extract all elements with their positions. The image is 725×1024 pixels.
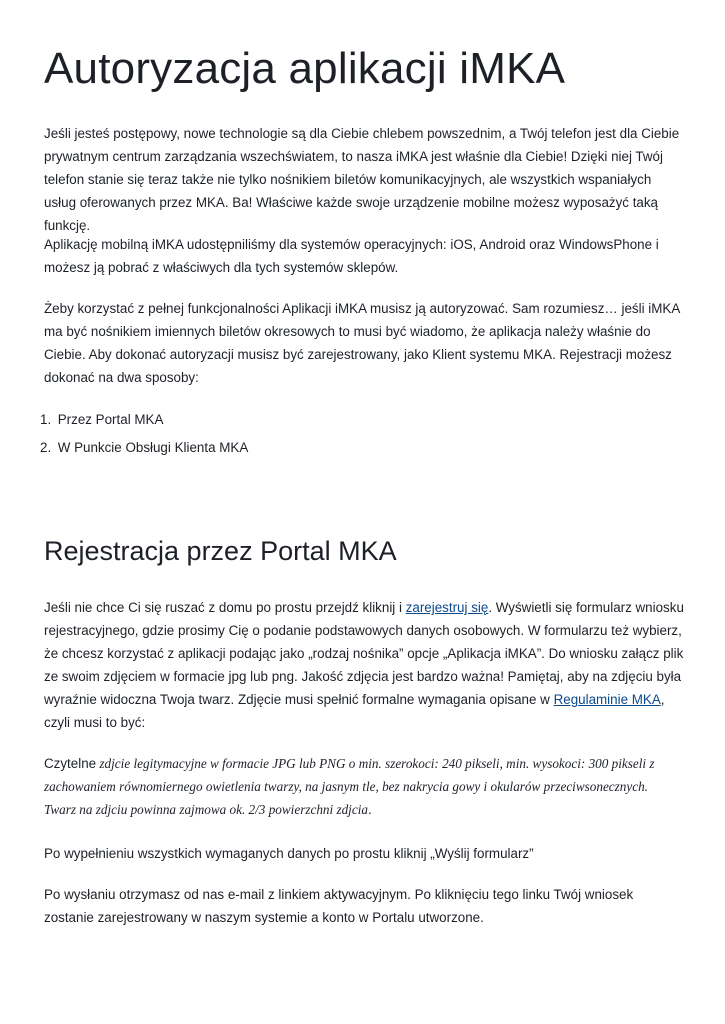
intro-paragraph-1: Jeśli jesteś postępowy, nowe technologie są dla Ciebie chlebem powszednim, a Twój telefon jest dla Ciebie prywatnym centrum zarządzania wszechświatem, to nasza iMKA jest właśnie dla Ciebie! Dzięki niej Twój telefon stanie się teraz także nie tylko nośnikiem biletów komunikacyjnych, ale wszystkich wspaniałych usług oferowanych przez MKA. Ba! Właściwe każde swoje urządzenie mobilne możesz wyposażyć taką funkcję. — [44, 126, 680, 233]
section-paragraph-1 — [44, 596, 684, 734]
text-segment: Jeśli nie chce Ci się ruszać z domu po prostu przejdź kliknij i — [44, 600, 406, 615]
list-item-number: 1. — [40, 412, 52, 427]
text-segment: , czyli musi to być: — [44, 692, 665, 730]
text-segment: . Wyświetli się formularz wniosku rejestracyjnego, gdzie prosimy Cię o podanie podstawowych danych osobowych. W formularzu też wybierz, że chcesz korzystać z aplikacji podając jako „rodzaj nośnika” opcje „Aplikacja iMKA”. Do wniosku załącz plik ze swoim zdjęciem w formacie jpg lub png. Jakość zdjęcia jest bardzo ważna! Pamiętaj, aby na zdjęciu była wyraźnie widoczna Twoja twarz. Zdjęcie musi spełnić formalne wymagania opisane w — [44, 600, 684, 707]
requirements-text: zdjcie legitymacyjne w formacie JPG lub PNG o min. szerokoci: 240 pikseli, min. wysokoci: 300 pikseli z zachowaniem równomiernego owietlenia twarzy, na jasnym tle, bez nakrycia gowy i okularów przeciwsonecznych. Twarz na zdjciu powinna zajmowa ok. 2/3 powierzchni zdjcia — [44, 756, 655, 817]
list-item — [40, 436, 248, 464]
list-item-label: W Punkcie Obsługi Klienta MKA — [57, 440, 249, 455]
register-link[interactable]: zarejestruj się — [405, 600, 489, 615]
section-paragraph-4: Po wysłaniu otrzymasz od nas e-mail z linkiem aktywacyjnym. Po kliknięciu tego linku Twój wniosek zostanie zarejestrowany w naszym systemie a konto w Portalu utworzone. — [44, 887, 634, 925]
intro-paragraph-3: Żeby korzystać z pełnej funkcjonalności Aplikacji iMKA musisz ją autoryzować. Sam rozumiesz… jeśli iMKA ma być nośnikiem imiennych biletów okresowych to musi być wiadomo, że aplikacja należy właśnie do Ciebie. Aby dokonać autoryzacji musisz być zarejestrowany, jako Klient systemu MKA. Rejestracji możesz dokonać na dwa sposoby: — [44, 301, 680, 385]
requirements-end: . — [367, 802, 372, 817]
section-heading: Rejestracja przez Portal MKA — [44, 536, 397, 566]
registration-methods-list — [40, 408, 248, 464]
regulations-link[interactable]: Regulaminie MKA — [553, 692, 661, 707]
list-item-number: 2. — [40, 440, 52, 455]
list-item-label: Przez Portal MKA — [57, 412, 164, 427]
list-item — [40, 408, 248, 436]
photo-requirements — [44, 752, 672, 821]
section-paragraph-3: Po wypełnieniu wszystkich wymaganych danych po prostu kliknij „Wyślij formularz” — [44, 846, 534, 861]
page-title: Autoryzacja aplikacji iMKA — [44, 44, 566, 93]
requirements-lead: Czytelne — [44, 756, 97, 771]
intro-paragraph-2: Aplikację mobilną iMKA udostępniliśmy dla systemów operacyjnych: iOS, Android oraz WindowsPhone i możesz ją pobrać z właściwych dla tych systemów sklepów. — [44, 237, 659, 275]
